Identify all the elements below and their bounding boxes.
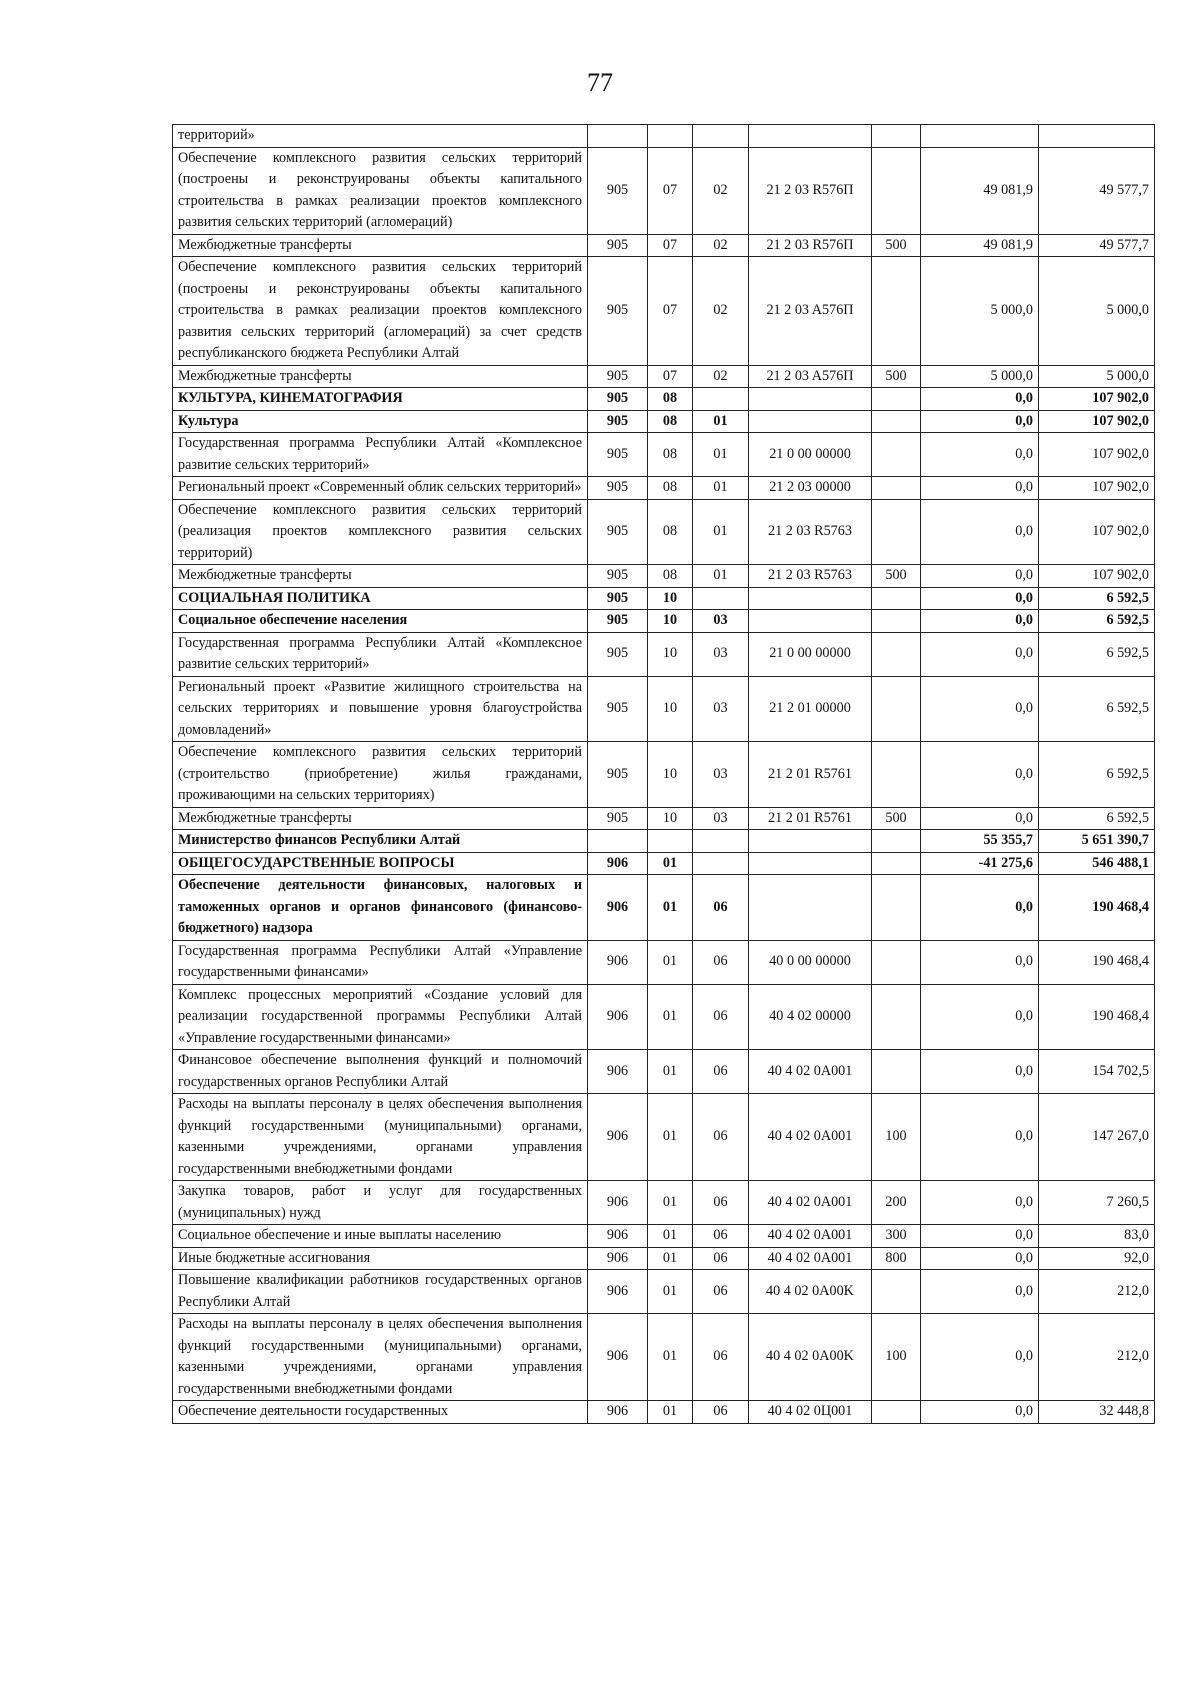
ved-code: 905 xyxy=(588,147,648,234)
ved-code: 906 xyxy=(588,984,648,1050)
table-row xyxy=(173,940,1155,984)
ved-code xyxy=(588,830,648,853)
subsection-code xyxy=(693,852,749,875)
ved-code: 906 xyxy=(588,1094,648,1181)
amount-1: 0,0 xyxy=(921,676,1039,742)
ved-code: 905 xyxy=(588,610,648,633)
ved-code: 905 xyxy=(588,365,648,388)
amount-2: 107 902,0 xyxy=(1039,433,1155,477)
row-name: Социальное обеспечение населения xyxy=(173,610,588,633)
row-name: Государственная программа Республики Алтай «Комплексное развитие сельских территорий» xyxy=(173,632,588,676)
row-name: Закупка товаров, работ и услуг для государственных (муниципальных) нужд xyxy=(173,1181,588,1225)
amount-1: 0,0 xyxy=(921,565,1039,588)
amount-1 xyxy=(921,125,1039,148)
target-article-code: 40 4 02 0A001 xyxy=(749,1050,872,1094)
amount-2: 6 592,5 xyxy=(1039,742,1155,808)
table-row xyxy=(173,1401,1155,1424)
amount-2: 107 902,0 xyxy=(1039,499,1155,565)
ved-code: 905 xyxy=(588,477,648,500)
amount-2: 49 577,7 xyxy=(1039,234,1155,257)
ved-code: 905 xyxy=(588,234,648,257)
table-row xyxy=(173,875,1155,941)
ved-code: 906 xyxy=(588,852,648,875)
amount-2: 546 488,1 xyxy=(1039,852,1155,875)
ved-code: 905 xyxy=(588,587,648,610)
expense-type-code xyxy=(872,499,921,565)
section-code: 01 xyxy=(648,1094,693,1181)
row-name: ОБЩЕГОСУДАРСТВЕННЫЕ ВОПРОСЫ xyxy=(173,852,588,875)
amount-2: 32 448,8 xyxy=(1039,1401,1155,1424)
target-article-code xyxy=(749,125,872,148)
expense-type-code xyxy=(872,1270,921,1314)
target-article-code xyxy=(749,388,872,411)
section-code: 01 xyxy=(648,852,693,875)
table-row xyxy=(173,365,1155,388)
expense-type-code xyxy=(872,875,921,941)
row-name: Министерство финансов Республики Алтай xyxy=(173,830,588,853)
expense-type-code xyxy=(872,852,921,875)
target-article-code: 21 2 03 A576П xyxy=(749,365,872,388)
subsection-code: 02 xyxy=(693,234,749,257)
expense-type-code xyxy=(872,125,921,148)
table-row xyxy=(173,499,1155,565)
amount-2: 107 902,0 xyxy=(1039,477,1155,500)
row-name: Обеспечение комплексного развития сельских территорий (построены и реконструированы объекты капитального строительства в рамках реализации проектов комплексного развития сельских территорий (агломераций) за счет средств республиканского бюджета Республики Алтай xyxy=(173,257,588,366)
expense-type-code xyxy=(872,1050,921,1094)
row-name: Обеспечение комплексного развития сельских территорий (строительство (приобретение) жилья гражданами, проживающими на сельских территориях) xyxy=(173,742,588,808)
target-article-code xyxy=(749,830,872,853)
section-code: 01 xyxy=(648,875,693,941)
section-code: 10 xyxy=(648,587,693,610)
table-row xyxy=(173,410,1155,433)
row-name: Государственная программа Республики Алтай «Управление государственными финансами» xyxy=(173,940,588,984)
table-row xyxy=(173,830,1155,853)
amount-2: 212,0 xyxy=(1039,1314,1155,1401)
table-row xyxy=(173,477,1155,500)
amount-2: 6 592,5 xyxy=(1039,587,1155,610)
amount-1: 0,0 xyxy=(921,1225,1039,1248)
expense-type-code xyxy=(872,610,921,633)
target-article-code: 21 2 03 R576П xyxy=(749,147,872,234)
amount-1: 0,0 xyxy=(921,632,1039,676)
table-row xyxy=(173,565,1155,588)
section-code: 10 xyxy=(648,610,693,633)
expense-type-code xyxy=(872,147,921,234)
table-row xyxy=(173,984,1155,1050)
target-article-code: 21 2 01 R5761 xyxy=(749,742,872,808)
table-row xyxy=(173,632,1155,676)
ved-code: 905 xyxy=(588,499,648,565)
amount-2: 107 902,0 xyxy=(1039,388,1155,411)
amount-1: 0,0 xyxy=(921,410,1039,433)
row-name: Расходы на выплаты персоналу в целях обеспечения выполнения функций государственными (муниципальными) органами, казенными учреждениями, органами управления государственными внебюджетными фондами xyxy=(173,1314,588,1401)
row-name: Социальное обеспечение и иные выплаты населению xyxy=(173,1225,588,1248)
row-name: Обеспечение комплексного развития сельских территорий (построены и реконструированы объекты капитального строительства в рамках реализации проектов комплексного развития сельских территорий (агломераций) xyxy=(173,147,588,234)
expense-type-code xyxy=(872,676,921,742)
ved-code: 905 xyxy=(588,807,648,830)
section-code xyxy=(648,830,693,853)
section-code: 10 xyxy=(648,807,693,830)
amount-2: 190 468,4 xyxy=(1039,875,1155,941)
expense-type-code: 800 xyxy=(872,1247,921,1270)
budget-table-body xyxy=(173,125,1155,1424)
expense-type-code xyxy=(872,632,921,676)
row-name: территорий» xyxy=(173,125,588,148)
table-row xyxy=(173,388,1155,411)
section-code: 08 xyxy=(648,477,693,500)
amount-2: 6 592,5 xyxy=(1039,807,1155,830)
amount-2: 107 902,0 xyxy=(1039,565,1155,588)
row-name: Государственная программа Республики Алтай «Комплексное развитие сельских территорий» xyxy=(173,433,588,477)
target-article-code xyxy=(749,587,872,610)
expense-type-code xyxy=(872,388,921,411)
budget-table xyxy=(172,124,1155,1424)
subsection-code: 06 xyxy=(693,1094,749,1181)
amount-2: 190 468,4 xyxy=(1039,984,1155,1050)
amount-1: 0,0 xyxy=(921,1314,1039,1401)
section-code: 01 xyxy=(648,1247,693,1270)
amount-2: 5 651 390,7 xyxy=(1039,830,1155,853)
amount-2: 7 260,5 xyxy=(1039,1181,1155,1225)
expense-type-code xyxy=(872,984,921,1050)
subsection-code: 02 xyxy=(693,257,749,366)
amount-2 xyxy=(1039,125,1155,148)
amount-1: 49 081,9 xyxy=(921,234,1039,257)
table-row xyxy=(173,433,1155,477)
table-row xyxy=(173,742,1155,808)
ved-code: 905 xyxy=(588,742,648,808)
subsection-code xyxy=(693,830,749,853)
subsection-code: 01 xyxy=(693,433,749,477)
amount-1: 55 355,7 xyxy=(921,830,1039,853)
amount-1: 0,0 xyxy=(921,433,1039,477)
section-code: 07 xyxy=(648,147,693,234)
ved-code: 906 xyxy=(588,1181,648,1225)
amount-2: 6 592,5 xyxy=(1039,610,1155,633)
amount-1: 0,0 xyxy=(921,1050,1039,1094)
expense-type-code: 200 xyxy=(872,1181,921,1225)
row-name: Межбюджетные трансферты xyxy=(173,565,588,588)
ved-code: 905 xyxy=(588,410,648,433)
subsection-code: 01 xyxy=(693,565,749,588)
subsection-code: 06 xyxy=(693,984,749,1050)
subsection-code: 06 xyxy=(693,1247,749,1270)
ved-code: 906 xyxy=(588,1314,648,1401)
page-number: 77 xyxy=(587,68,613,97)
table-row xyxy=(173,807,1155,830)
expense-type-code: 500 xyxy=(872,565,921,588)
target-article-code: 40 4 02 0A001 xyxy=(749,1225,872,1248)
subsection-code: 06 xyxy=(693,1270,749,1314)
table-row xyxy=(173,257,1155,366)
expense-type-code xyxy=(872,742,921,808)
section-code: 08 xyxy=(648,565,693,588)
target-article-code: 21 2 03 00000 xyxy=(749,477,872,500)
amount-2: 6 592,5 xyxy=(1039,632,1155,676)
amount-1: 0,0 xyxy=(921,875,1039,941)
amount-1: 0,0 xyxy=(921,984,1039,1050)
subsection-code: 06 xyxy=(693,1181,749,1225)
section-code: 08 xyxy=(648,499,693,565)
amount-1: 0,0 xyxy=(921,1270,1039,1314)
target-article-code: 40 4 02 0A001 xyxy=(749,1247,872,1270)
row-name: Межбюджетные трансферты xyxy=(173,365,588,388)
table-row xyxy=(173,1181,1155,1225)
ved-code: 906 xyxy=(588,1247,648,1270)
expense-type-code xyxy=(872,830,921,853)
target-article-code: 21 2 03 R5763 xyxy=(749,565,872,588)
amount-1: 0,0 xyxy=(921,1401,1039,1424)
subsection-code: 01 xyxy=(693,477,749,500)
target-article-code xyxy=(749,610,872,633)
subsection-code: 06 xyxy=(693,940,749,984)
expense-type-code: 500 xyxy=(872,365,921,388)
row-name: Культура xyxy=(173,410,588,433)
ved-code: 906 xyxy=(588,1401,648,1424)
ved-code: 906 xyxy=(588,875,648,941)
target-article-code: 21 0 00 00000 xyxy=(749,433,872,477)
target-article-code: 21 2 01 R5761 xyxy=(749,807,872,830)
target-article-code: 21 2 03 R576П xyxy=(749,234,872,257)
target-article-code: 21 0 00 00000 xyxy=(749,632,872,676)
amount-1: 5 000,0 xyxy=(921,257,1039,366)
section-code: 07 xyxy=(648,234,693,257)
row-name: Межбюджетные трансферты xyxy=(173,807,588,830)
expense-type-code xyxy=(872,477,921,500)
expense-type-code: 500 xyxy=(872,234,921,257)
subsection-code: 06 xyxy=(693,875,749,941)
target-article-code: 40 4 02 0A00K xyxy=(749,1270,872,1314)
ved-code: 905 xyxy=(588,676,648,742)
amount-1: 0,0 xyxy=(921,477,1039,500)
subsection-code: 06 xyxy=(693,1225,749,1248)
amount-1: 0,0 xyxy=(921,742,1039,808)
table-row xyxy=(173,1270,1155,1314)
subsection-code xyxy=(693,587,749,610)
section-code: 01 xyxy=(648,940,693,984)
section-code: 01 xyxy=(648,1270,693,1314)
table-row xyxy=(173,587,1155,610)
amount-2: 190 468,4 xyxy=(1039,940,1155,984)
subsection-code: 03 xyxy=(693,742,749,808)
table-row xyxy=(173,1050,1155,1094)
subsection-code: 03 xyxy=(693,632,749,676)
section-code: 01 xyxy=(648,1401,693,1424)
table-row xyxy=(173,1314,1155,1401)
expense-type-code: 500 xyxy=(872,807,921,830)
target-article-code xyxy=(749,410,872,433)
subsection-code: 02 xyxy=(693,365,749,388)
target-article-code: 40 4 02 00000 xyxy=(749,984,872,1050)
target-article-code: 40 0 00 00000 xyxy=(749,940,872,984)
table-row xyxy=(173,125,1155,148)
amount-1: 0,0 xyxy=(921,499,1039,565)
target-article-code: 40 4 02 0A00K xyxy=(749,1314,872,1401)
subsection-code: 06 xyxy=(693,1050,749,1094)
ved-code xyxy=(588,125,648,148)
amount-1: 5 000,0 xyxy=(921,365,1039,388)
target-article-code: 21 2 03 A576П xyxy=(749,257,872,366)
section-code: 10 xyxy=(648,632,693,676)
row-name: Обеспечение деятельности государственных xyxy=(173,1401,588,1424)
amount-2: 107 902,0 xyxy=(1039,410,1155,433)
section-code: 08 xyxy=(648,410,693,433)
table-row xyxy=(173,1247,1155,1270)
amount-2: 147 267,0 xyxy=(1039,1094,1155,1181)
target-article-code xyxy=(749,852,872,875)
section-code: 01 xyxy=(648,1050,693,1094)
target-article-code: 40 4 02 0A001 xyxy=(749,1181,872,1225)
subsection-code: 02 xyxy=(693,147,749,234)
amount-2: 83,0 xyxy=(1039,1225,1155,1248)
amount-1: 0,0 xyxy=(921,1094,1039,1181)
table-row xyxy=(173,676,1155,742)
amount-1: 0,0 xyxy=(921,940,1039,984)
section-code: 01 xyxy=(648,984,693,1050)
section-code: 01 xyxy=(648,1314,693,1401)
expense-type-code xyxy=(872,940,921,984)
subsection-code: 03 xyxy=(693,610,749,633)
subsection-code xyxy=(693,125,749,148)
target-article-code: 40 4 02 0A001 xyxy=(749,1094,872,1181)
table-row xyxy=(173,234,1155,257)
ved-code: 906 xyxy=(588,940,648,984)
subsection-code: 06 xyxy=(693,1401,749,1424)
subsection-code: 03 xyxy=(693,676,749,742)
section-code: 07 xyxy=(648,257,693,366)
ved-code: 905 xyxy=(588,632,648,676)
subsection-code xyxy=(693,388,749,411)
row-name: Региональный проект «Современный облик сельских территорий» xyxy=(173,477,588,500)
ved-code: 906 xyxy=(588,1225,648,1248)
ved-code: 905 xyxy=(588,565,648,588)
amount-1: 0,0 xyxy=(921,1247,1039,1270)
table-row xyxy=(173,147,1155,234)
table-row xyxy=(173,1094,1155,1181)
target-article-code xyxy=(749,875,872,941)
ved-code: 905 xyxy=(588,388,648,411)
expense-type-code xyxy=(872,587,921,610)
amount-2: 212,0 xyxy=(1039,1270,1155,1314)
amount-1: 0,0 xyxy=(921,807,1039,830)
expense-type-code: 300 xyxy=(872,1225,921,1248)
amount-1: 0,0 xyxy=(921,388,1039,411)
subsection-code: 01 xyxy=(693,410,749,433)
row-name: Обеспечение комплексного развития сельских территорий (реализация проектов комплексного развития сельских территорий) xyxy=(173,499,588,565)
amount-1: -41 275,6 xyxy=(921,852,1039,875)
section-code: 01 xyxy=(648,1225,693,1248)
expense-type-code: 100 xyxy=(872,1094,921,1181)
target-article-code: 21 2 01 00000 xyxy=(749,676,872,742)
subsection-code: 01 xyxy=(693,499,749,565)
amount-1: 49 081,9 xyxy=(921,147,1039,234)
row-name: Комплекс процессных мероприятий «Создание условий для реализации государственной программы Республики Алтай «Управление государственными финансами» xyxy=(173,984,588,1050)
section-code: 08 xyxy=(648,433,693,477)
target-article-code: 40 4 02 0Ц001 xyxy=(749,1401,872,1424)
section-code: 10 xyxy=(648,676,693,742)
amount-2: 49 577,7 xyxy=(1039,147,1155,234)
section-code: 07 xyxy=(648,365,693,388)
amount-2: 5 000,0 xyxy=(1039,365,1155,388)
row-name: Финансовое обеспечение выполнения функций и полномочий государственных органов Республики Алтай xyxy=(173,1050,588,1094)
table-row xyxy=(173,852,1155,875)
table-row xyxy=(173,1225,1155,1248)
amount-2: 5 000,0 xyxy=(1039,257,1155,366)
expense-type-code xyxy=(872,257,921,366)
amount-2: 6 592,5 xyxy=(1039,676,1155,742)
row-name: Иные бюджетные ассигнования xyxy=(173,1247,588,1270)
ved-code: 905 xyxy=(588,433,648,477)
row-name: Расходы на выплаты персоналу в целях обеспечения выполнения функций государственными (муниципальными) органами, казенными учреждениями, органами управления государственными внебюджетными фондами xyxy=(173,1094,588,1181)
subsection-code: 06 xyxy=(693,1314,749,1401)
expense-type-code xyxy=(872,1401,921,1424)
amount-2: 92,0 xyxy=(1039,1247,1155,1270)
target-article-code: 21 2 03 R5763 xyxy=(749,499,872,565)
expense-type-code xyxy=(872,410,921,433)
expense-type-code: 100 xyxy=(872,1314,921,1401)
expense-type-code xyxy=(872,433,921,477)
row-name: СОЦИАЛЬНАЯ ПОЛИТИКА xyxy=(173,587,588,610)
ved-code: 906 xyxy=(588,1050,648,1094)
row-name: Обеспечение деятельности финансовых, налоговых и таможенных органов и органов финансового (финансово-бюджетного) надзора xyxy=(173,875,588,941)
amount-1: 0,0 xyxy=(921,587,1039,610)
table-row xyxy=(173,610,1155,633)
section-code: 08 xyxy=(648,388,693,411)
row-name: Региональный проект «Развитие жилищного строительства на сельских территориях и повышение уровня благоустройства домовладений» xyxy=(173,676,588,742)
section-code: 01 xyxy=(648,1181,693,1225)
amount-1: 0,0 xyxy=(921,1181,1039,1225)
row-name: КУЛЬТУРА, КИНЕМАТОГРАФИЯ xyxy=(173,388,588,411)
row-name: Межбюджетные трансферты xyxy=(173,234,588,257)
section-code xyxy=(648,125,693,148)
amount-1: 0,0 xyxy=(921,610,1039,633)
amount-2: 154 702,5 xyxy=(1039,1050,1155,1094)
ved-code: 905 xyxy=(588,257,648,366)
section-code: 10 xyxy=(648,742,693,808)
row-name: Повышение квалификации работников государственных органов Республики Алтай xyxy=(173,1270,588,1314)
ved-code: 906 xyxy=(588,1270,648,1314)
subsection-code: 03 xyxy=(693,807,749,830)
